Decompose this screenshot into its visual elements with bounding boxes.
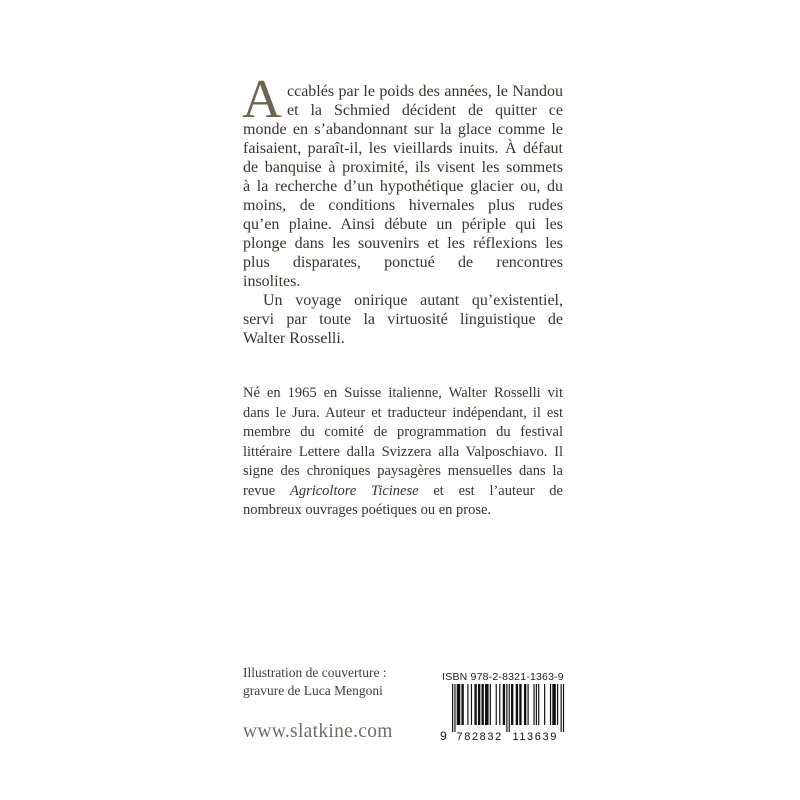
bio-line: littéraire Lettere dalla Svizzera alla Valposchiavo. Il [243, 443, 563, 460]
bio-line [243, 482, 563, 502]
svg-text:113639: 113639 [512, 731, 558, 742]
synopsis-line: plus disparates, ponctué de rencontres [243, 254, 563, 271]
bio-line: dans le Jura. Auteur et traducteur indépendant, il est [243, 404, 563, 421]
synopsis-line: plonge dans les souvenirs et les réflexions les [243, 235, 563, 252]
bio-text: revue [243, 482, 290, 499]
synopsis-line: et la Schmied décident de quitter ce [287, 102, 563, 119]
synopsis-line: à la recherche d’un hypothétique glacier ou, du [243, 178, 563, 195]
credit-line: Illustration de couverture : [243, 665, 387, 680]
synopsis-line: qu’en plaine. Ainsi débute un périple qui les [243, 216, 563, 233]
synopsis-line: servi par toute la virtuosité linguistique de [243, 311, 563, 328]
author-bio [243, 384, 563, 521]
bio-line: nombreux ouvrages poétiques ou en prose. [243, 502, 492, 518]
synopsis-line: Walter Rosselli. [243, 330, 345, 347]
bio-line: signe des chroniques paysagères mensuelles dans la [243, 463, 563, 479]
barcode-bars [438, 684, 568, 742]
synopsis-line: insolites. [243, 273, 301, 290]
synopsis-line: Un voyage onirique autant qu’existentiel, [263, 292, 563, 309]
synopsis-line: faisaient, paraît-il, les vieillards inuits. À défaut [243, 140, 563, 157]
journal-title: Agricoltore Ticinese [289, 482, 419, 499]
svg-text:782832: 782832 [456, 731, 503, 742]
synopsis-text [243, 82, 563, 348]
synopsis-line: de banquise à proximité, ils visent les sommets [243, 159, 563, 176]
isbn-label: ISBN 978-2-8321-1363-9 [442, 671, 564, 683]
publisher-website-url: www.slatkine.com [243, 721, 393, 742]
bio-text: et est l’auteur de [418, 482, 563, 499]
credit-line: gravure de Luca Mengoni [243, 683, 383, 698]
drop-cap-letter: A [242, 68, 282, 129]
bio-line: membre du comité de programmation du festival [243, 424, 563, 440]
cover-illustration-credit [243, 664, 387, 700]
synopsis-line: moins, de conditions hivernales plus rudes [243, 197, 563, 214]
isbn-barcode [438, 671, 568, 742]
synopsis-line: ccablés par le poids des années, le Nandou [287, 83, 563, 100]
bio-line: Né en 1965 en Suisse italienne, Walter Rosselli vit [243, 385, 563, 401]
synopsis-line: monde en s’abandonnant sur la glace comme le [243, 121, 563, 138]
svg-text:9: 9 [440, 729, 447, 742]
